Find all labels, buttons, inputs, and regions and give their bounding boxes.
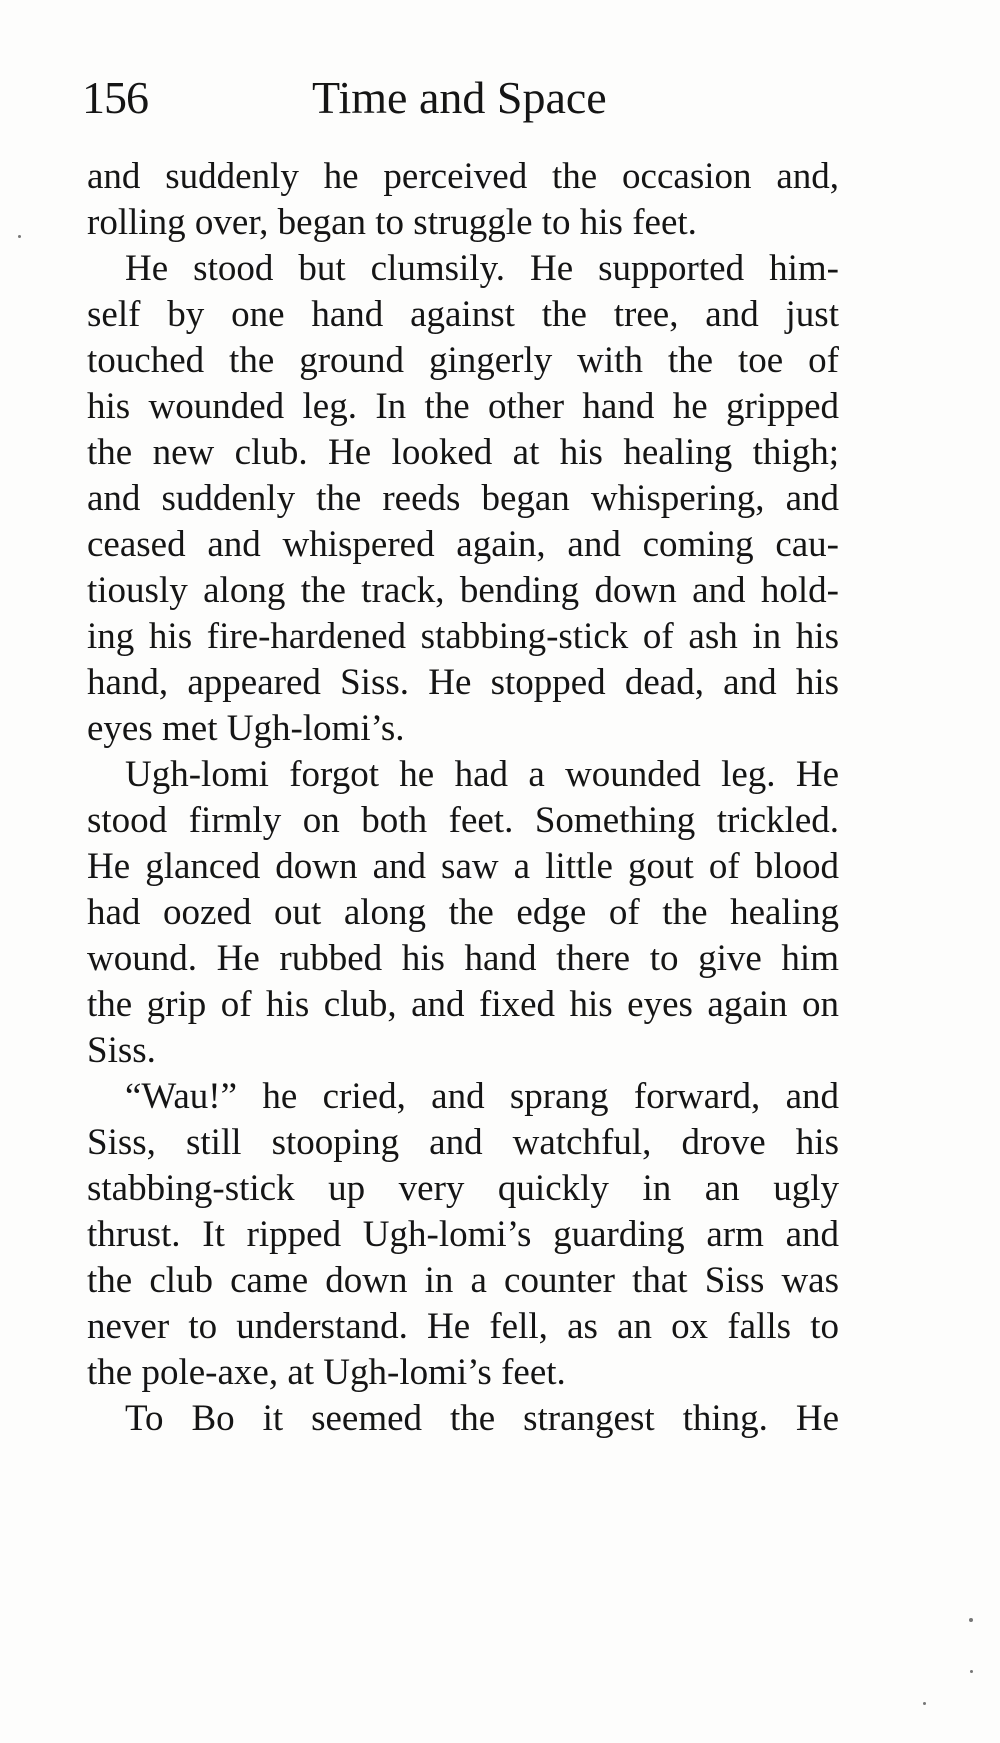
body-text xyxy=(87,154,839,1442)
text-line: thrust. It ripped Ugh-lomi’s guarding arm and xyxy=(87,1214,839,1255)
text-line: stabbing-stick up very quickly in an ugly xyxy=(87,1168,839,1209)
print-speck xyxy=(923,1702,926,1705)
paragraph-first-line: He stood but clumsily. He supported him- xyxy=(125,248,839,289)
running-head xyxy=(82,70,842,130)
text-line: the grip of his club, and fixed his eyes again on xyxy=(87,984,839,1025)
text-line: wound. He rubbed his hand there to give him xyxy=(87,938,839,979)
text-line: Siss. xyxy=(87,1030,156,1071)
text-line: the club came down in a counter that Siss was xyxy=(87,1260,839,1301)
text-line: eyes met Ugh-lomi’s. xyxy=(87,708,405,749)
text-line: touched the ground gingerly with the toe of xyxy=(87,340,839,381)
text-line: Siss, still stooping and watchful, drove his xyxy=(87,1122,839,1163)
text-line: and suddenly the reeds began whispering, and xyxy=(87,478,839,519)
paragraph-first-line: To Bo it seemed the strangest thing. He xyxy=(125,1398,839,1439)
print-speck xyxy=(969,1618,973,1622)
text-line: self by one hand against the tree, and just xyxy=(87,294,839,335)
print-speck xyxy=(18,235,21,238)
text-line: had oozed out along the edge of the healing xyxy=(87,892,839,933)
print-speck xyxy=(970,1670,973,1673)
text-line: the new club. He looked at his healing thigh; xyxy=(87,432,839,473)
text-line: his wounded leg. In the other hand he gripped xyxy=(87,386,839,427)
text-line: hand, appeared Siss. He stopped dead, and his xyxy=(87,662,839,703)
paragraph-first-line: “Wau!” he cried, and sprang forward, and xyxy=(125,1076,839,1117)
text-line: ing his fire-hardened stabbing-stick of ash in his xyxy=(87,616,839,657)
text-line: the pole-axe, at Ugh-lomi’s feet. xyxy=(87,1352,566,1393)
text-line: and suddenly he perceived the occasion and, xyxy=(87,156,839,197)
text-line: ceased and whispered again, and coming cau- xyxy=(87,524,839,565)
text-line: He glanced down and saw a little gout of blood xyxy=(87,846,839,887)
text-line: rolling over, began to struggle to his feet. xyxy=(87,202,697,243)
text-line: never to understand. He fell, as an ox falls to xyxy=(87,1306,839,1347)
paragraph-first-line: Ugh-lomi forgot he had a wounded leg. He xyxy=(125,754,839,795)
text-line: tiously along the track, bending down and hold- xyxy=(87,570,839,611)
text-line: stood firmly on both feet. Something trickled. xyxy=(87,800,839,841)
page-number: 156 xyxy=(82,72,148,123)
running-title: Time and Space xyxy=(312,72,607,123)
